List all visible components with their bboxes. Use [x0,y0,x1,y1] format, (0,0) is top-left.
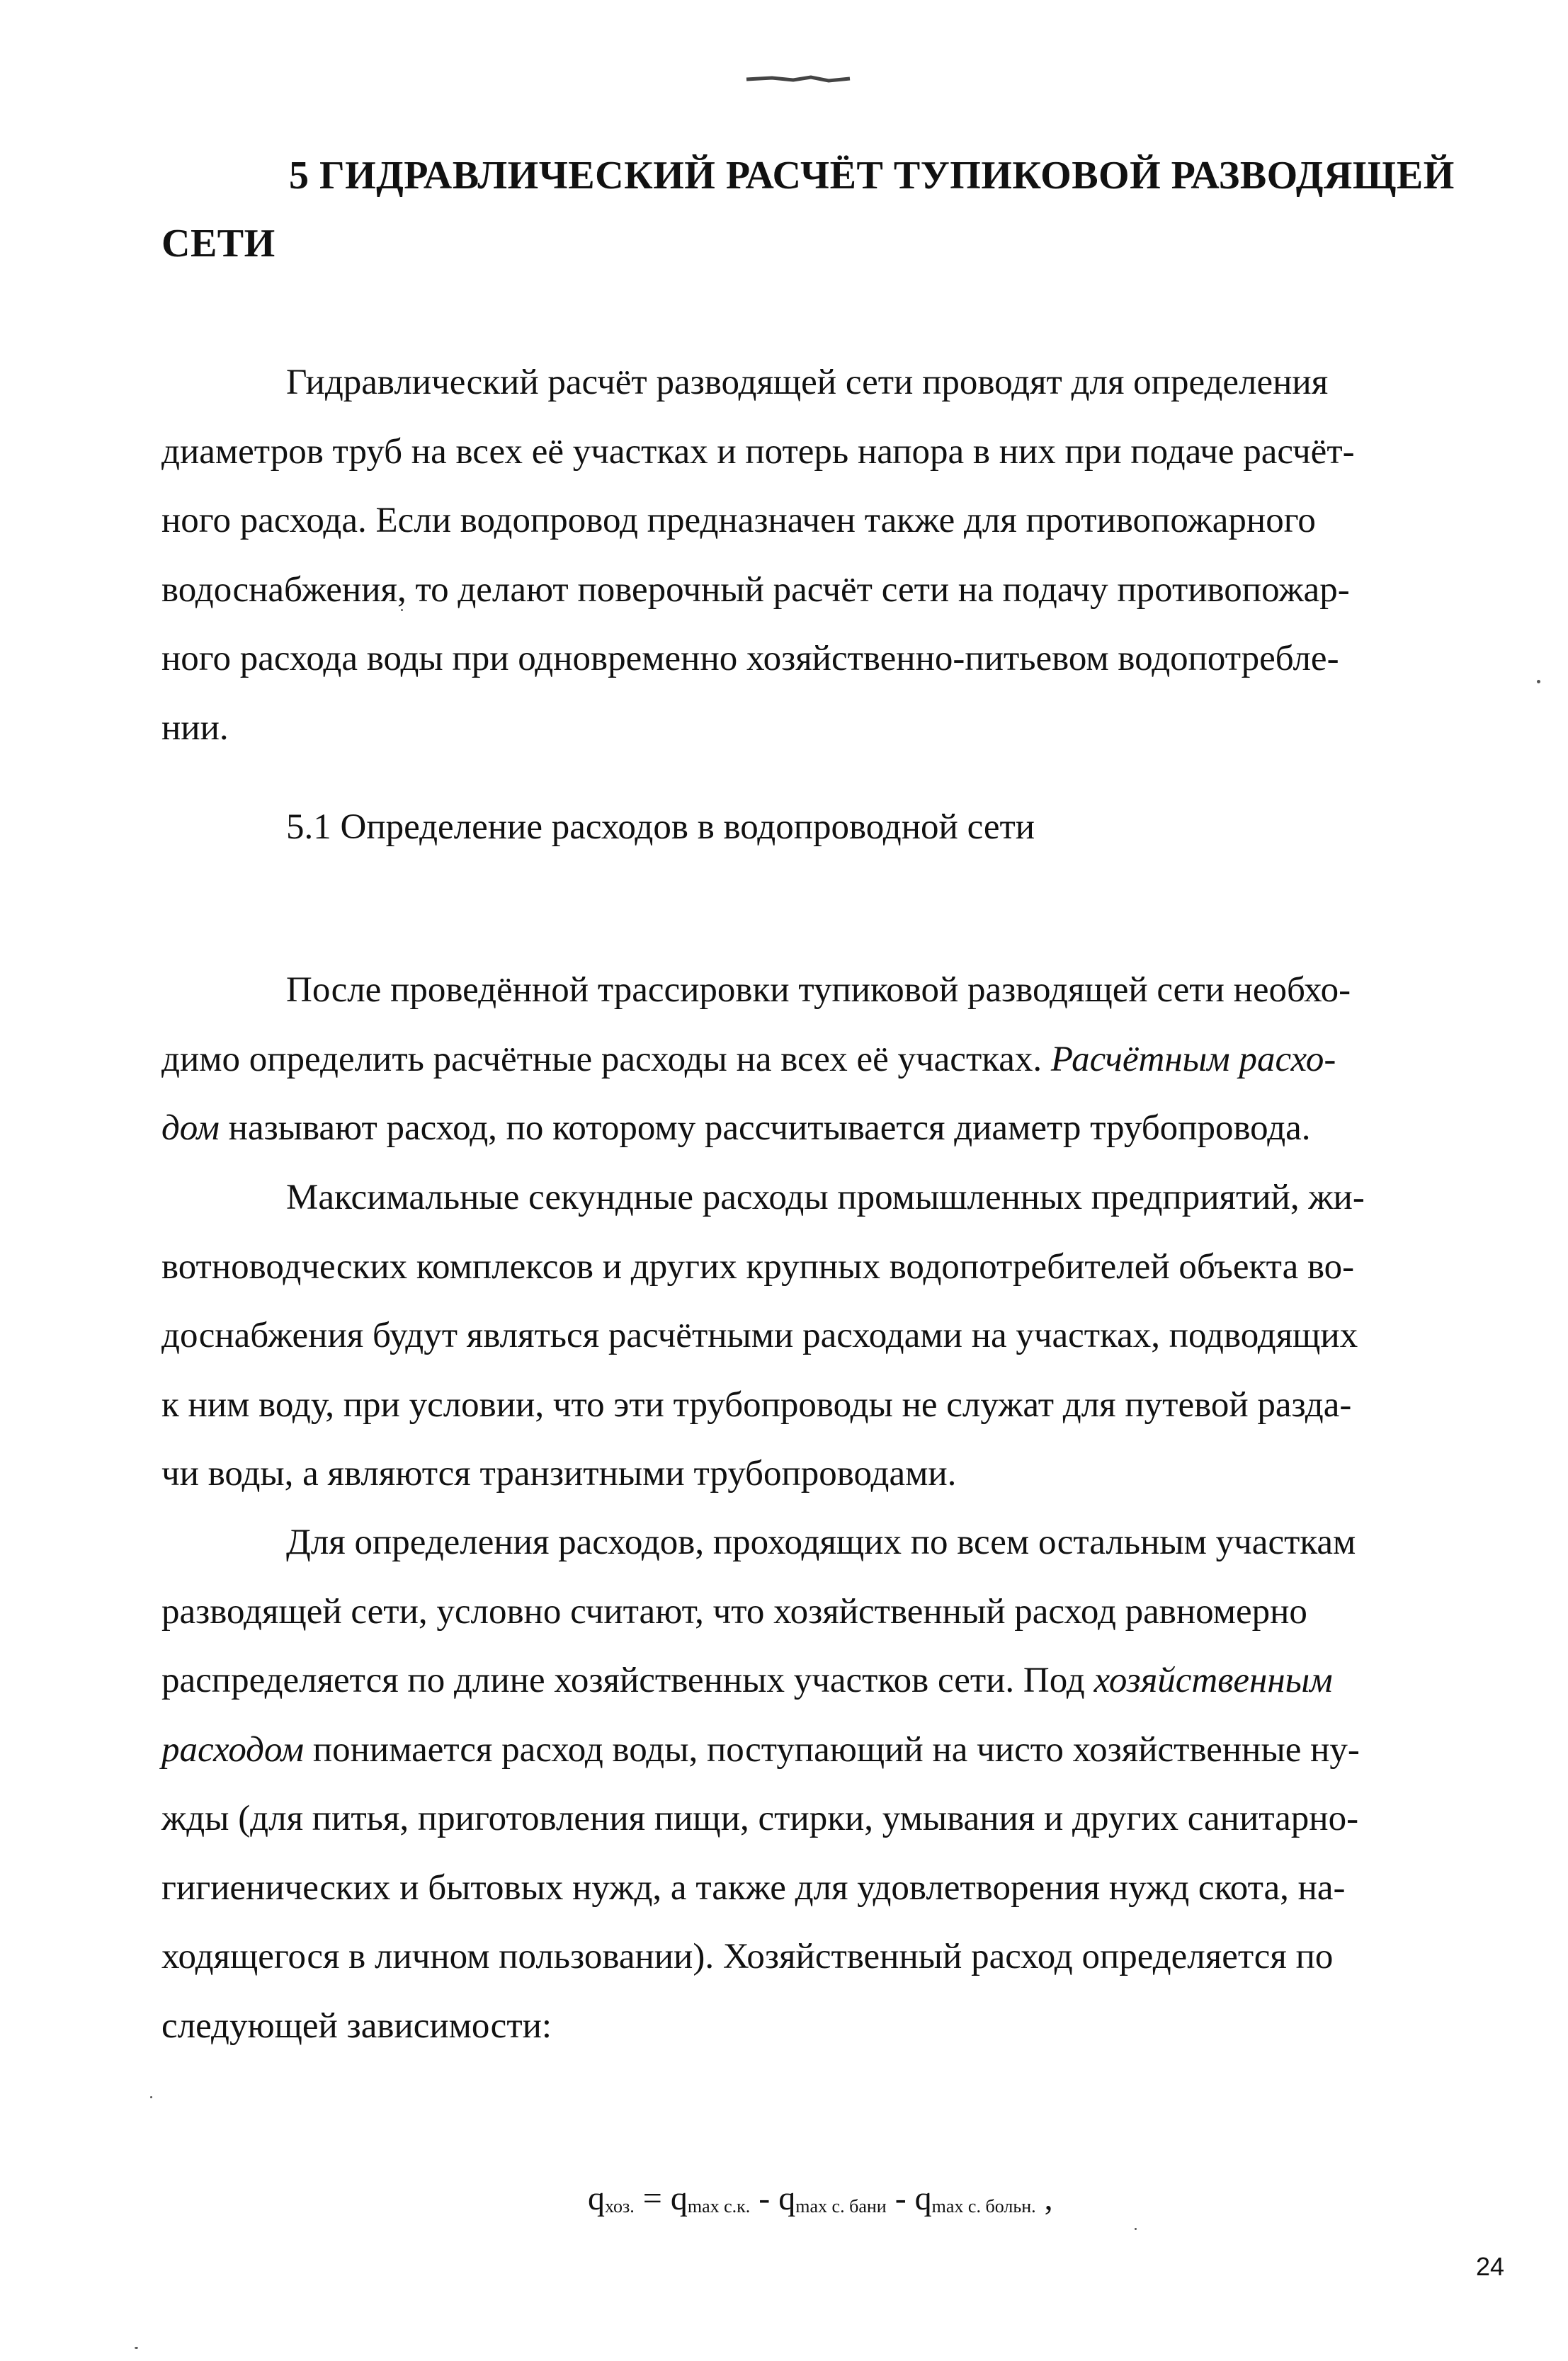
text-line: Гидравлический расчёт разводящей сети проводят для определения [286,363,1329,402]
formula-operator: - [750,2180,779,2217]
intro-paragraph [161,348,1493,763]
text-line: чи воды, а являются транзитными трубопроводами. [161,1454,957,1494]
section-heading-line-2: СЕТИ [161,222,275,266]
scan-speck [135,2347,138,2349]
subsection-title: 5.1 Определение расходов в водопроводной сети [286,807,1035,847]
scan-artifact-mark [744,74,857,85]
text-line: жды (для питья, приготовления пищи, стирки, умывания и других санитарно- [161,1799,1359,1838]
text-line: водоснабжения, то делают поверочный расчёт сети на подачу противопожар- [161,569,1350,610]
italic-term: хозяйственным [1093,1661,1333,1700]
formula-subscript: max с. больн. [931,2196,1036,2217]
text-line: ходящегося в личном пользовании). Хозяйственный расход определяется по [161,1937,1334,1976]
formula-symbol: q [588,2180,605,2217]
text-line: гигиенических и бытовых нужд, а также для удовлетворения нужд скота, на- [161,1867,1346,1908]
text-line: следующей зависимости: [161,2006,552,2046]
paragraph-max-flows [161,1164,1493,1509]
text-line: ного расхода воды при одновременно хозяйственно-питьевом водопотребле- [161,639,1339,678]
text-line: к ним воду, при условии, что эти трубопроводы не служат для путевой разда- [161,1384,1352,1425]
text-line [161,1716,1493,1785]
text-line [161,1025,1493,1095]
section-heading [161,142,1507,278]
text-run: называют расход, по которому рассчитывается диаметр трубопровода. [219,1108,1311,1148]
italic-term: Расчётным расхо- [1050,1039,1336,1079]
text-line [161,1094,1493,1164]
scan-speck [401,609,403,611]
text-run: димо определить расчётные расходы на всех её участках. [161,1039,1051,1079]
formula-symbol: q [778,2180,796,2217]
text-run: понимается расход воды, поступающий на чисто хозяйственные ну- [304,1729,1360,1770]
text-line [161,1646,1493,1716]
paragraph-household-flow [161,1508,1493,2061]
text-line: диаметров труб на всех её участках и потерь напора в них при подаче расчёт- [161,431,1355,472]
formula-symbol: q [914,2180,932,2217]
text-run: распределяется по длине хозяйственных участков сети. Под [161,1661,1094,1700]
formula-subscript: хоз. [605,2196,635,2217]
text-line: Для определения расходов, проходящих по всем остальным участкам [286,1523,1356,1562]
formula-subscript: max с.к. [687,2196,751,2217]
scan-speck [150,2096,152,2098]
text-line: нии. [161,707,229,748]
scan-speck [1537,680,1540,683]
text-line: доснабжения будут являться расчётными расходами на участках, подводящих [161,1316,1358,1355]
scan-speck [1135,2228,1137,2230]
text-line: ного расхода. Если водопровод предназначен также для противопожарного [161,501,1316,540]
italic-term: дом [161,1108,220,1148]
section-heading-line-1: 5 ГИДРАВЛИЧЕСКИЙ РАСЧЁТ ТУПИКОВОЙ РАЗВОДЯЩЕЙ [289,154,1455,198]
paragraph-design-flow [161,956,1493,1164]
text-line: вотноводческих комплексов и других крупных водопотребителей объекта во- [161,1246,1355,1287]
formula-punctuation: , [1035,2180,1053,2217]
household-flow-formula [588,2174,1053,2229]
text-line: После проведённой трассировки тупиковой разводящей сети необхо- [286,970,1351,1010]
formula-operator: - [886,2180,915,2217]
formula-symbol: q [670,2180,688,2217]
italic-term: расходом [161,1729,305,1770]
formula-operator: = [634,2180,671,2217]
text-line: разводящей сети, условно считают, что хозяйственный расход равномерно [161,1591,1307,1632]
page-number: 24 [1475,2252,1504,2281]
text-line: Максимальные секундные расходы промышленных предприятий, жи- [286,1178,1365,1217]
formula-subscript: max с. бани [795,2196,887,2217]
